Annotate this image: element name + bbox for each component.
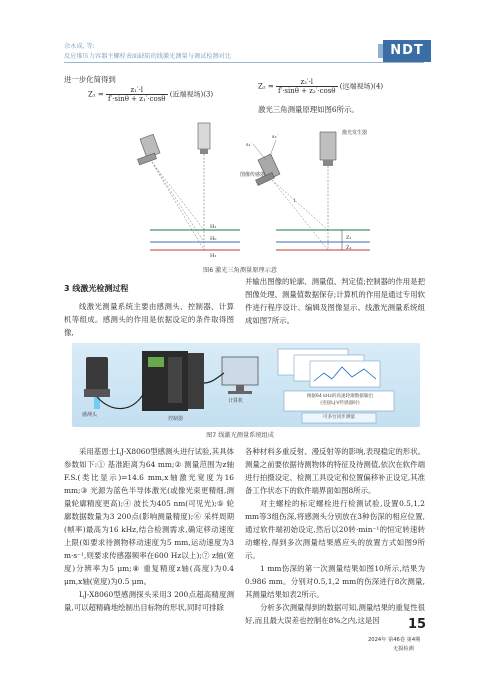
eq3-note: (近端视场)(3) [169,90,214,99]
fig7-label-controller: 控制器 [168,416,184,422]
right-ray-far [272,180,328,250]
page-number: 15 [408,617,427,632]
left-sensor-camera [138,134,160,165]
equation-4 [258,78,438,95]
computer-device [222,357,258,394]
s1-leader [253,144,266,160]
label-s1: s₁′ [246,142,252,148]
label-h1: H₁ [210,224,217,230]
bottom-left-column [64,445,234,614]
eq3-lhs: Z₁ = [88,90,104,99]
label-l: l [294,198,296,204]
para-analysis: 分析多次测量得到的数据可知,测量结果的重复性很好,而且最大误差也控制在8%之内,这是因 [245,603,425,625]
left-ray-near [152,162,204,230]
label-h2: H₂ [210,253,217,259]
controller-device [142,351,204,411]
fig7-label-computer: 计算机 [228,398,244,404]
footer-journal: 无损检测 [393,646,414,652]
figure-6-diagram [80,118,410,264]
figure-7-caption: 图7 线激光测量系统组成 [206,432,274,439]
right-laser-generator [320,132,336,166]
label-laser-generator: 激光发生器 [342,130,368,136]
figure-6-caption: 图6 激光三角测量原理示意 [203,267,277,274]
intro-text: 进一步化简得到 [64,75,116,84]
label-z1: Z₁ [346,235,352,241]
equation-3 [88,86,248,103]
para-lj-x8060: LJ-X8060型感测探头采用3 200点超高精度测量,可以超精确地绘制出目标物的形状,同时可排除 [64,590,234,612]
right-sensor-camera [256,154,280,185]
left-ray-far [152,162,204,250]
cable-controller-computer [204,373,224,383]
footer-issue: 2024年 第46卷 第4期 [368,637,421,643]
label-image-sensor: 图像传感器 [240,172,266,178]
eq4-denominator: f′·sinθ + z₂′·cosθ [278,87,336,95]
fig7-label-software: 根据64 kHz的高速轮廓数据输出 (连接LJ-V传感器时) [306,394,374,406]
eq4-fraction [276,78,338,95]
para-system-right: 并输出图像的轮廓、测量值、判定值;控制器的作用是把图像处理、测量值数据保存;计算机的作用是通过专用软件进行程序设计、编辑及图像显示。线激光测量系统组成如图7所示。 [245,277,425,325]
right-ray-near [272,180,328,230]
para-calibration: 对主螺栓的标定螺栓进行检测试验,设置0.5,1,2 mm等3组伤深,将感测头分别放在3种伤深的相应位置,通过软件端初始设定,然后以20转·min⁻¹的恒定转速转动螺栓,得到多次测量结果感应头的放置方式如图9所示。 [245,499,425,560]
label-z2: Z₂ [346,245,352,251]
header-rule [64,62,424,63]
header-authors: 余永成, 等: [64,43,95,50]
left-laser-generator [198,123,210,154]
figure-7-panel [72,343,420,427]
eq4-numerator: z₂′·l [276,78,338,87]
para-params: 采用基恩士LJ-X8060型感测头进行试验,其具体参数如下:① 基准距离为64 mm;② 测量范围为z轴F.S.(类比显示)=14.6 mm,x轴激光宽度为16 mm;③ 光源为蓝色半导体激光(或像光束更精细,测量轮廓精度更高);④ 波长为405 nm(可见光);⑤ 轮廓数据数量为3 200点(影响测量精度);⑥ 采样周期(帧率)最高为16 kHz,结合检测需求,确定移动速度上限(如要求待测物移动速度为5 mm,运动速度为3 m·s⁻¹,则要求传感器频率在600 Hz以上);⑦ z轴(宽度)分辨率为5 μm;⑧ 重复精度z轴(高度)为0.4 μm,x轴(宽度)为0.5 μm。 [64,447,234,586]
eq3-numerator: z₁′·l [106,86,168,95]
label-s2: s₂′ [272,134,278,140]
eq3-fraction [106,86,168,103]
eq4-note: (远端视场)(4) [339,82,384,91]
label-h0: H₀ [210,236,217,242]
eq4-lhs: Z₂ = [258,82,274,91]
eq4-followup: 激光三角测量原理如图6所示。 [258,105,359,114]
sensor-head-device [84,357,110,409]
fig7-label-head: 感测头 [82,412,98,418]
software-profile-screens [278,349,380,387]
para-system-left: 线激光测量系统主要由感测头、控制器、计算机等组成。感测头的作用是依据设定的条件取得图像, [64,302,234,337]
s2-leader [270,140,276,156]
journal-logo: NDT [383,40,431,62]
para-stability: 各种材料多重反射、漫反射等的影响,表现稳定的形状。测量之前要依据待测物体的特征及待测值,依次在软件端进行拍摄设定、检测工具设定和位置偏移补正设定,其准备工作状态下的软件端界面如图8所示。 [245,447,425,495]
section-3-title: 3 线激光检测过程 [64,284,129,293]
bottom-right-column [245,445,425,627]
header-title: 反应堆压力容器主螺栓表面缺陷的线激光测量与调试检测对比 [64,53,232,60]
fig7-label-sync: 可多台同步测量 [322,415,356,420]
eq3-denominator: f′·sinθ + z₁′·cosθ [108,95,166,103]
para-result: 1 mm伤深的第一次测量结果如图10所示,结果为0.986 mm。分别对0.5,1,2 mm的伤深进行8次测量,其测量结果如表2所示。 [245,564,425,599]
